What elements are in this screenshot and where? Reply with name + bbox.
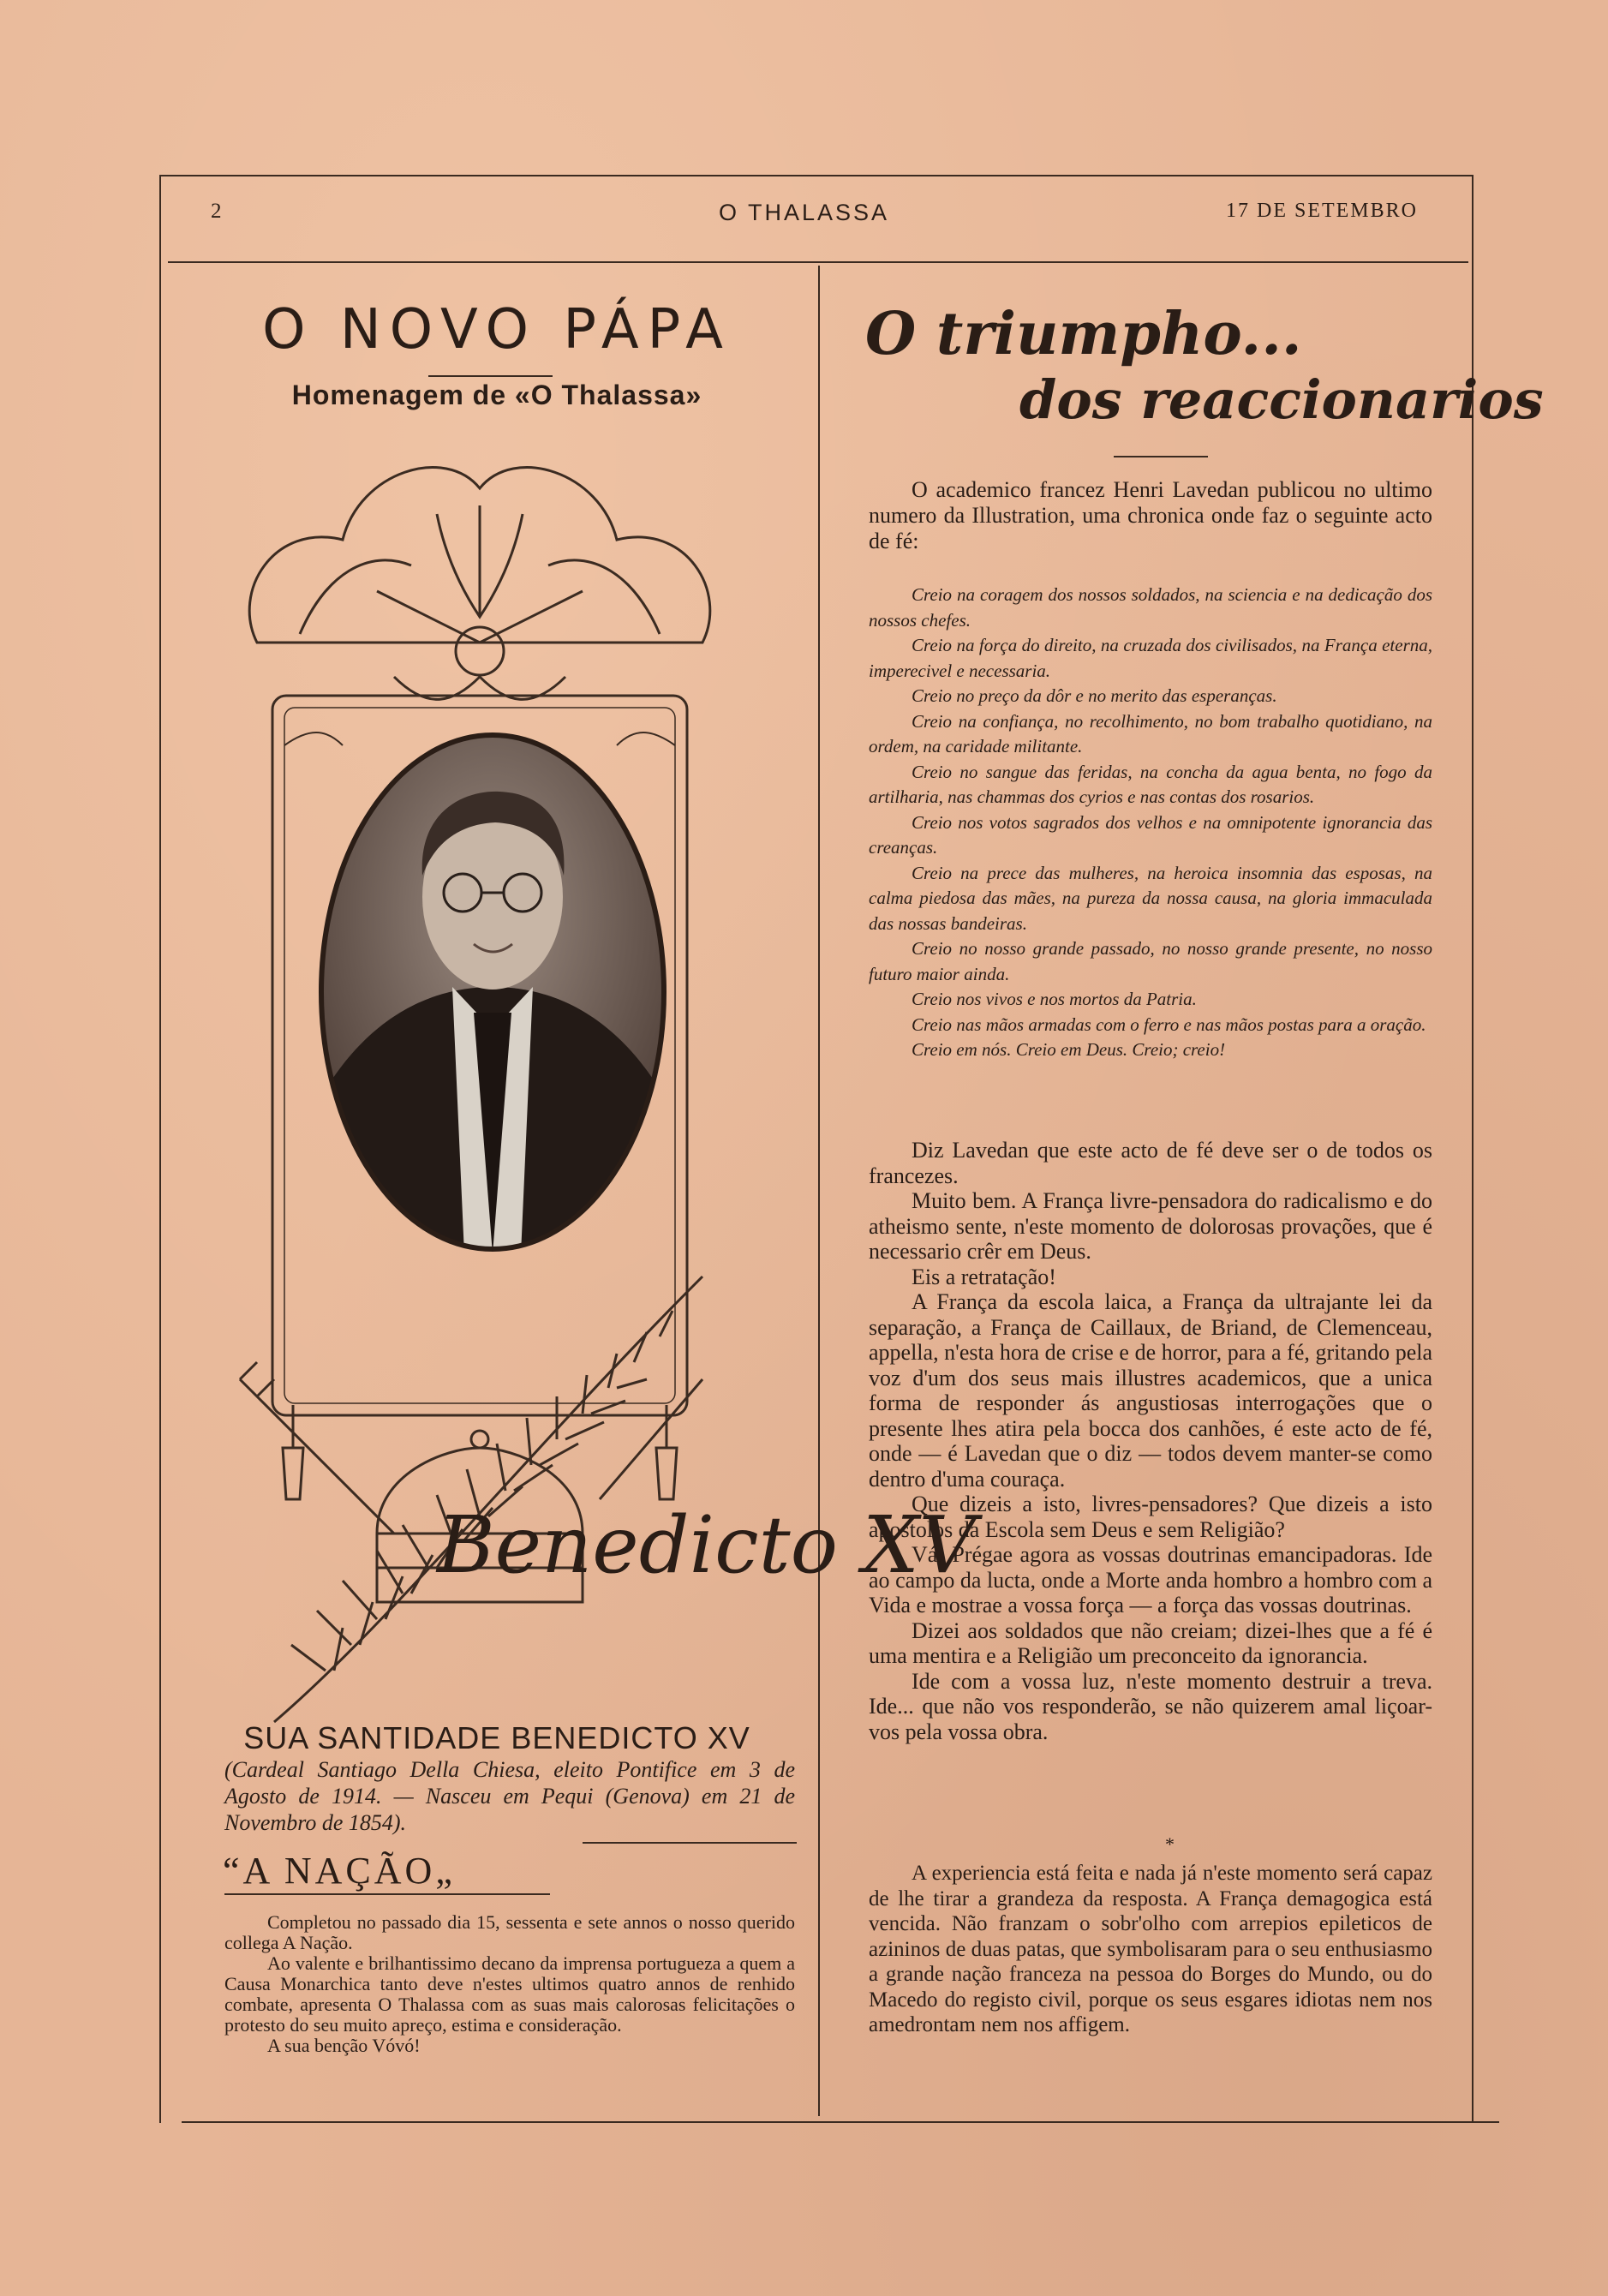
creed-line: Creio na prece das mulheres, na heroica insomnia das esposas, na calma piedosa das mães, na pureza da nossa causa, na gloria immaculada das nossas bandeiras. xyxy=(869,862,1432,934)
article-body-continued xyxy=(869,1861,1432,2038)
nacao-rule xyxy=(224,1893,550,1895)
body-paragraph: Muito bem. A França livre-pensadora do radicalismo e do atheismo sente, n'este momento de dolorosas provações, que é necessario crêr em Deus. xyxy=(869,1188,1432,1264)
creed-line: Creio na coragem dos nossos soldados, na sciencia e na dedicação dos nossos chefes. xyxy=(869,584,1432,631)
newspaper-title: O THALASSA xyxy=(718,200,890,225)
creed-line: Creio no nosso grande passado, no nosso grande presente, no nosso futuro maior ainda. xyxy=(869,938,1432,984)
body-paragraph: A experiencia está feita e nada já n'este momento será capaz de lhe tirar a grandeza da resposta. A França demagogica está vencida. Não franzam o sobr'olho com arrepios epileticos de azininos de duas patas, que symbolisaram para o seu enthusiasmo a grande nação franceza na pessoa do Borges do Mundo, ou do Macedo do registo civil, porque os seus esgares idiotas nem nos amedrontam nem nos affigem. xyxy=(869,1862,1432,2036)
caption-title: SUA SANTIDADE BENEDICTO XV xyxy=(243,1720,750,1755)
body-paragraph: Que dizeis a isto, livres-pensadores? Que dizeis a isto apostolos da Escola sem Deus e sem Religião? xyxy=(869,1492,1432,1542)
article-title-line1: O triumpho... xyxy=(865,300,1302,368)
header-rule xyxy=(168,261,1468,263)
section-title-a-nacao: “A NAÇÃO„ xyxy=(223,1850,456,1892)
creed-line: Creio no preço da dôr e no merito das esperanças. xyxy=(912,685,1277,706)
caption-details: (Cardeal Santiago Della Chiesa, eleito Pontifice em 3 de Agosto de 1914. — Nasceu em Pequi (Genova) em 21 de Novembro de 1854). xyxy=(224,1757,795,1835)
signature-benedicto: Benedicto XV xyxy=(437,1499,977,1591)
nacao-paragraph: A sua benção Vóvó! xyxy=(267,2035,421,2056)
creed-line: Creio em nós. Creio em Deus. Creio; creio! xyxy=(912,1039,1226,1060)
nacao-article xyxy=(224,1912,795,2056)
body-paragraph: Diz Lavedan que este acto de fé deve ser o de todos os francezes. xyxy=(869,1138,1432,1188)
section-separator: * xyxy=(1165,1833,1175,1855)
nacao-paragraph: Ao valente e brilhantissimo decano da imprensa portugueza a quem a Causa Monarchica tanto deve n'estes ultimos quatro annos de renhido combate, apresenta O Thalassa com as suas mais calorosas felicitações o protesto do seu muito apreço, estima e consideração. xyxy=(224,1952,795,2036)
title-rule xyxy=(428,375,553,377)
creed-line: Creio nas mãos armadas com o ferro e nas mãos postas para a oração. xyxy=(912,1013,1426,1035)
creed-line: Creio na força do direito, na cruzada dos civilisados, na França eterna, imperecivel e necessaria. xyxy=(869,635,1432,681)
creed-line: Creio no sangue das feridas, na concha da agua benta, no fogo da artilharia, nas chammas dos cyrios e nas contas dos rosarios. xyxy=(869,761,1432,807)
article-body xyxy=(869,1138,1432,1744)
pope-portrait-photo xyxy=(315,730,670,1254)
body-paragraph: A França da escola laica, a França da ultrajante lei da separação, a França de Caillaux, de Briand, de Clemenceau, appella, n'esta hora de crise e de horror, para a fé, gritando pela voz d'um dos seus mais illustres academicos, que a unica forma de responder ás angustiosas interrogações que o presente lhes atira pela bocca dos canhões, é este acto de fé, onde — é Lavedan que o diz — todos devem manter-se como dentro d'uma couraça. xyxy=(869,1289,1432,1492)
article-title-novo-papa: O NOVO PÁPA xyxy=(262,298,732,362)
nacao-paragraph: Completou no passado dia 15, sessenta e sete annos o nosso querido collega A Nação. xyxy=(224,1911,795,1953)
caption-rule xyxy=(583,1842,797,1844)
body-paragraph: Eis a retratação! xyxy=(912,1264,1056,1289)
body-paragraph: Ide com a vossa luz, n'este momento destruir a treva. Ide... que não vos responderão, se não quizerem amal liçoar-vos pela vossa obra. xyxy=(869,1668,1432,1744)
creed-line: Creio na confiança, no recolhimento, no bom trabalho quotidiano, na ordem, na caridade militante. xyxy=(869,710,1432,756)
intro-paragraph: O academico francez Henri Lavedan publicou no ultimo numero da Illustration, uma chronica onde faz o seguinte acto de fé: xyxy=(869,477,1432,553)
page-number: 2 xyxy=(211,200,222,223)
page-frame-bottom xyxy=(182,2121,1499,2123)
article-subtitle: Homenagem de «O Thalassa» xyxy=(291,380,702,410)
body-paragraph: Vá! Prégae agora as vossas doutrinas emancipadoras. Ide ao campo da lucta, onde a Morte anda hombro a hombro com a Vida e mostrae a vossa força — a força das vossas doutrinas. xyxy=(869,1542,1432,1617)
creed-line: Creio nos votos sagrados dos velhos e na omnipotente ignorancia das creanças. xyxy=(869,811,1432,858)
article-intro xyxy=(869,477,1432,554)
issue-date: 17 DE SETEMBRO xyxy=(1225,200,1418,222)
column-divider xyxy=(818,266,820,2116)
article-title-line2: dos reaccionarios xyxy=(1019,368,1544,431)
body-paragraph: Dizei aos soldados que não creiam; dizei-lhes que a fé é uma mentira e a Religião um preconceito da ignorancia. xyxy=(869,1617,1432,1668)
creed-line: Creio nos vivos e nos mortos da Patria. xyxy=(912,989,1197,1009)
title-rule-right xyxy=(1114,456,1208,457)
creed-list xyxy=(869,583,1432,1063)
